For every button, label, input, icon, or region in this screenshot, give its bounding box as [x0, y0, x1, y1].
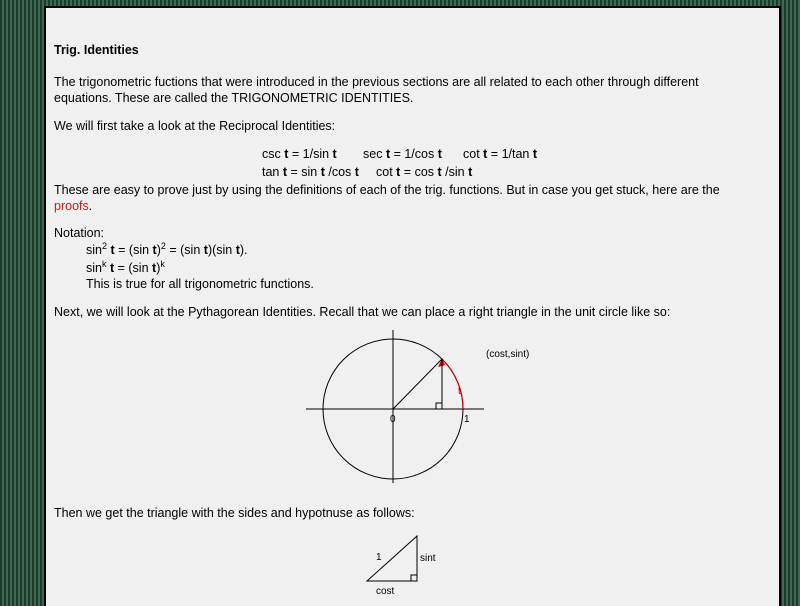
point-label: (cost,sint)	[486, 349, 530, 360]
intro-line-1: The trigonometric fuctions that were introduced in the previous sections are all related to each other through different	[54, 75, 699, 89]
radius-line	[393, 359, 442, 409]
one-label: 1	[464, 414, 470, 425]
notation-label: Notation:	[54, 226, 105, 240]
origin-label: 0	[390, 414, 396, 425]
notation-line-3: This is true for all trigonometric functions.	[86, 277, 314, 291]
right-triangle-diagram	[342, 532, 482, 606]
opposite-label: sint	[420, 553, 436, 564]
triangle-right-angle	[411, 575, 417, 581]
arc-label: t	[458, 386, 461, 397]
csc-identity: csc t = 1/sin t	[262, 147, 337, 161]
cot-quotient-identity: cot t = cos t /sin t	[376, 165, 473, 179]
right-angle-mark	[436, 403, 442, 409]
triangle-intro: Then we get the triangle with the sides and hypotnuse as follows:	[54, 506, 415, 520]
cot-identity: cot t = 1/tan t	[463, 147, 538, 161]
reciprocal-intro: We will first take a look at the Reciprocal Identities:	[54, 119, 336, 133]
tan-quotient-identity: tan t = sin t /cos t	[262, 165, 359, 179]
hypotenuse-label: 1	[376, 552, 382, 563]
proofs-line-1: These are easy to prove just by using the definitions of each of the trig. functions. But in case you get stuck, here are the	[54, 183, 720, 197]
proofs-line-2: proofs.	[54, 199, 93, 213]
unit-circle-diagram	[302, 328, 542, 488]
proofs-link[interactable]: proofs	[54, 199, 89, 213]
page-title: Trig. Identities	[54, 43, 139, 57]
notation-line-2: $\sin^k t = (\sin$ t)$^k$	[86, 259, 165, 275]
arc-t	[442, 359, 463, 409]
pythagorean-intro: Next, we will look at the Pythagorean Identities. Recall that we can place a right triangle in the unit circle like so:	[54, 305, 671, 319]
adjacent-label: cost	[376, 586, 395, 597]
content-page	[44, 6, 781, 606]
triangle-shape	[367, 536, 417, 581]
notation-line-1: $\sin^2 t = (\sin$ t)$^2$ = (sin t)(sin t).	[86, 241, 248, 257]
intro-line-2: equations. These are called the TRIGONOMETRIC IDENTITIES.	[54, 91, 414, 105]
sec-identity: sec t = 1/cos t	[363, 147, 442, 161]
